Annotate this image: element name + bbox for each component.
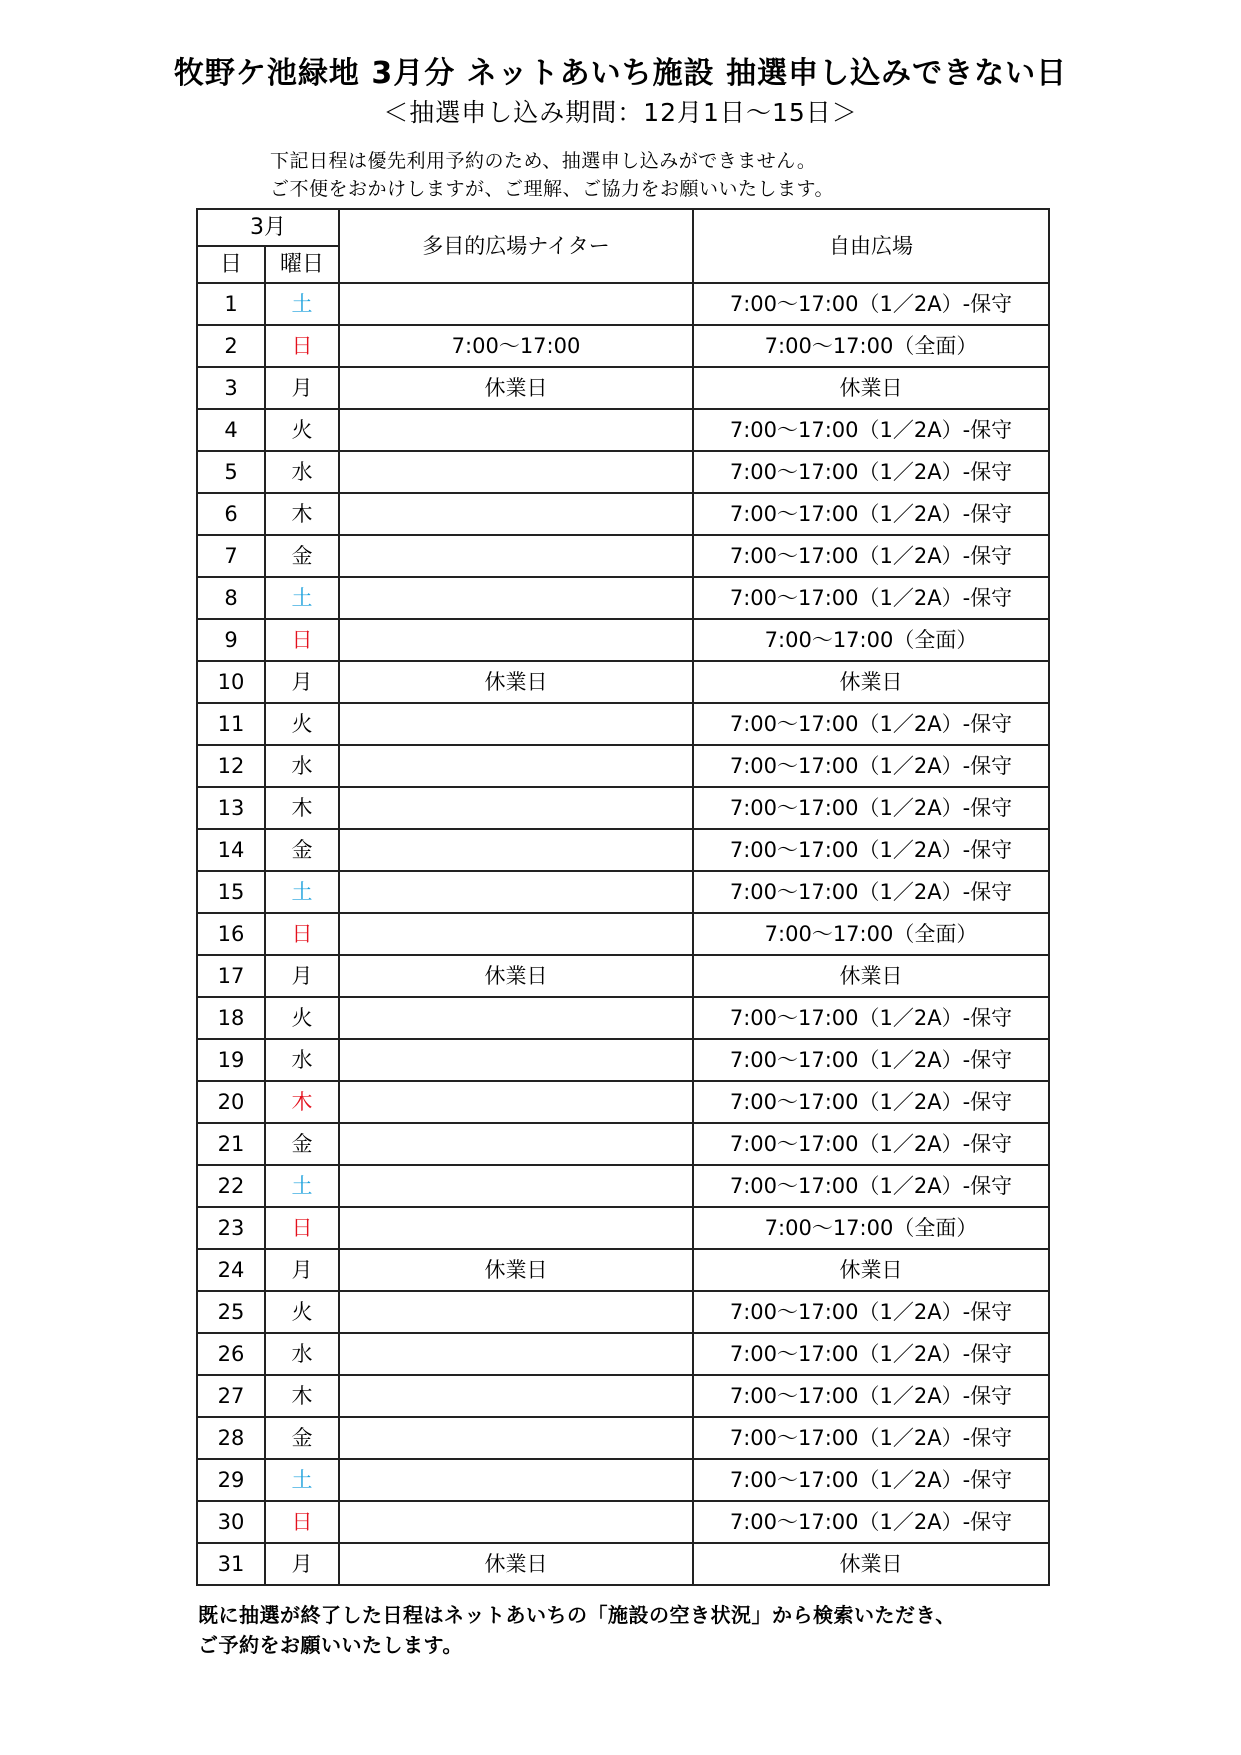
table-row bbox=[197, 1417, 1049, 1459]
footer-line: 既に抽選が終了した日程はネットあいちの「施設の空き状況」から検索いただき、 bbox=[198, 1603, 956, 1627]
day-cell: 12 bbox=[197, 745, 265, 787]
multipurpose-night-cell bbox=[339, 913, 693, 955]
free-plaza-cell: 7:00～17:00（1／2A）-保守 bbox=[693, 409, 1049, 451]
table-row bbox=[197, 1501, 1049, 1543]
table-row bbox=[197, 451, 1049, 493]
multipurpose-night-cell bbox=[339, 1333, 693, 1375]
free-plaza-cell: 7:00～17:00（全面） bbox=[693, 325, 1049, 367]
free-plaza-cell: 休業日 bbox=[693, 661, 1049, 703]
table-row bbox=[197, 871, 1049, 913]
weekday-cell: 日 bbox=[265, 1501, 339, 1543]
day-cell: 17 bbox=[197, 955, 265, 997]
weekday-cell: 火 bbox=[265, 703, 339, 745]
weekday-cell: 月 bbox=[265, 1249, 339, 1291]
day-cell: 23 bbox=[197, 1207, 265, 1249]
day-cell: 2 bbox=[197, 325, 265, 367]
table-row bbox=[197, 1291, 1049, 1333]
multipurpose-night-cell bbox=[339, 283, 693, 325]
multipurpose-night-cell: 休業日 bbox=[339, 1249, 693, 1291]
table-row bbox=[197, 1081, 1049, 1123]
table-row bbox=[197, 493, 1049, 535]
weekday-cell: 木 bbox=[265, 787, 339, 829]
multipurpose-night-cell: 7:00～17:00 bbox=[339, 325, 693, 367]
free-plaza-cell: 7:00～17:00（1／2A）-保守 bbox=[693, 745, 1049, 787]
day-cell: 5 bbox=[197, 451, 265, 493]
day-cell: 15 bbox=[197, 871, 265, 913]
table-row bbox=[197, 409, 1049, 451]
day-cell: 16 bbox=[197, 913, 265, 955]
footer-note bbox=[198, 1600, 956, 1660]
multipurpose-night-cell bbox=[339, 451, 693, 493]
day-cell: 6 bbox=[197, 493, 265, 535]
weekday-cell: 土 bbox=[265, 577, 339, 619]
table-row bbox=[197, 619, 1049, 661]
free-plaza-cell: 休業日 bbox=[693, 1543, 1049, 1585]
table-row bbox=[197, 325, 1049, 367]
day-cell: 7 bbox=[197, 535, 265, 577]
free-plaza-cell: 7:00～17:00（1／2A）-保守 bbox=[693, 871, 1049, 913]
notice-line: ご不便をおかけしますが、ご理解、ご協力をお願いいたします。 bbox=[270, 178, 834, 200]
multipurpose-night-cell bbox=[339, 1123, 693, 1165]
table-row bbox=[197, 1207, 1049, 1249]
multipurpose-night-cell bbox=[339, 535, 693, 577]
day-cell: 21 bbox=[197, 1123, 265, 1165]
table-row bbox=[197, 997, 1049, 1039]
day-cell: 19 bbox=[197, 1039, 265, 1081]
day-cell: 18 bbox=[197, 997, 265, 1039]
free-plaza-cell: 7:00～17:00（1／2A）-保守 bbox=[693, 493, 1049, 535]
free-plaza-cell: 7:00～17:00（全面） bbox=[693, 619, 1049, 661]
table-row bbox=[197, 787, 1049, 829]
day-cell: 26 bbox=[197, 1333, 265, 1375]
multipurpose-night-cell bbox=[339, 787, 693, 829]
multipurpose-night-cell bbox=[339, 1081, 693, 1123]
multipurpose-night-cell bbox=[339, 409, 693, 451]
footer-line: ご予約をお願いいたします。 bbox=[198, 1633, 463, 1657]
multipurpose-night-cell bbox=[339, 997, 693, 1039]
weekday-cell: 木 bbox=[265, 1375, 339, 1417]
table-row bbox=[197, 535, 1049, 577]
weekday-cell: 火 bbox=[265, 409, 339, 451]
weekday-cell: 水 bbox=[265, 1039, 339, 1081]
free-plaza-cell: 7:00～17:00（1／2A）-保守 bbox=[693, 1039, 1049, 1081]
day-cell: 31 bbox=[197, 1543, 265, 1585]
weekday-cell: 日 bbox=[265, 325, 339, 367]
table-row bbox=[197, 703, 1049, 745]
free-plaza-cell: 7:00～17:00（1／2A）-保守 bbox=[693, 1123, 1049, 1165]
weekday-cell: 月 bbox=[265, 955, 339, 997]
table-row bbox=[197, 1039, 1049, 1081]
table-row bbox=[197, 955, 1049, 997]
table-row bbox=[197, 1249, 1049, 1291]
notice-text bbox=[270, 147, 834, 203]
weekday-cell: 月 bbox=[265, 1543, 339, 1585]
free-plaza-cell: 7:00～17:00（全面） bbox=[693, 1207, 1049, 1249]
multipurpose-night-cell bbox=[339, 493, 693, 535]
page-title: 牧野ケ池緑地 3月分 ネットあいち施設 抽選申し込みできない日 bbox=[173, 56, 1068, 91]
multipurpose-night-cell bbox=[339, 829, 693, 871]
weekday-cell: 金 bbox=[265, 1123, 339, 1165]
day-cell: 8 bbox=[197, 577, 265, 619]
multipurpose-night-cell bbox=[339, 871, 693, 913]
table-row bbox=[197, 367, 1049, 409]
free-plaza-cell: 7:00～17:00（1／2A）-保守 bbox=[693, 1291, 1049, 1333]
weekday-cell: 木 bbox=[265, 1081, 339, 1123]
weekday-cell: 月 bbox=[265, 661, 339, 703]
day-cell: 3 bbox=[197, 367, 265, 409]
weekday-cell: 火 bbox=[265, 1291, 339, 1333]
multipurpose-night-cell bbox=[339, 1501, 693, 1543]
day-cell: 30 bbox=[197, 1501, 265, 1543]
day-cell: 28 bbox=[197, 1417, 265, 1459]
day-cell: 1 bbox=[197, 283, 265, 325]
free-plaza-cell: 7:00～17:00（全面） bbox=[693, 913, 1049, 955]
weekday-cell: 水 bbox=[265, 451, 339, 493]
table-row bbox=[197, 1375, 1049, 1417]
weekday-cell: 日 bbox=[265, 1207, 339, 1249]
free-plaza-cell: 7:00～17:00（1／2A）-保守 bbox=[693, 1333, 1049, 1375]
day-cell: 29 bbox=[197, 1459, 265, 1501]
col-header-free-plaza: 自由広場 bbox=[693, 209, 1049, 283]
free-plaza-cell: 7:00～17:00（1／2A）-保守 bbox=[693, 535, 1049, 577]
free-plaza-cell: 7:00～17:00（1／2A）-保守 bbox=[693, 829, 1049, 871]
free-plaza-cell: 7:00～17:00（1／2A）-保守 bbox=[693, 703, 1049, 745]
multipurpose-night-cell bbox=[339, 1207, 693, 1249]
table-row bbox=[197, 913, 1049, 955]
weekday-cell: 金 bbox=[265, 829, 339, 871]
multipurpose-night-cell: 休業日 bbox=[339, 661, 693, 703]
weekday-cell: 土 bbox=[265, 1165, 339, 1207]
free-plaza-cell: 7:00～17:00（1／2A）-保守 bbox=[693, 787, 1049, 829]
day-cell: 10 bbox=[197, 661, 265, 703]
table-row bbox=[197, 829, 1049, 871]
day-cell: 11 bbox=[197, 703, 265, 745]
free-plaza-cell: 7:00～17:00（1／2A）-保守 bbox=[693, 283, 1049, 325]
day-cell: 27 bbox=[197, 1375, 265, 1417]
day-cell: 24 bbox=[197, 1249, 265, 1291]
table-row bbox=[197, 1543, 1049, 1585]
free-plaza-cell: 休業日 bbox=[693, 955, 1049, 997]
free-plaza-cell: 7:00～17:00（1／2A）-保守 bbox=[693, 1501, 1049, 1543]
schedule-body bbox=[197, 283, 1049, 1585]
table-row bbox=[197, 745, 1049, 787]
weekday-cell: 木 bbox=[265, 493, 339, 535]
multipurpose-night-cell bbox=[339, 1459, 693, 1501]
weekday-cell: 日 bbox=[265, 619, 339, 661]
table-row bbox=[197, 1333, 1049, 1375]
day-cell: 9 bbox=[197, 619, 265, 661]
notice-line: 下記日程は優先利用予約のため、抽選申し込みができません。 bbox=[270, 150, 817, 172]
free-plaza-cell: 休業日 bbox=[693, 1249, 1049, 1291]
multipurpose-night-cell: 休業日 bbox=[339, 367, 693, 409]
weekday-cell: 火 bbox=[265, 997, 339, 1039]
multipurpose-night-cell bbox=[339, 1417, 693, 1459]
application-period: ＜抽選申し込み期間：12月1日～15日＞ bbox=[383, 98, 858, 127]
weekday-cell: 日 bbox=[265, 913, 339, 955]
weekday-cell: 土 bbox=[265, 1459, 339, 1501]
weekday-cell: 土 bbox=[265, 871, 339, 913]
multipurpose-night-cell: 休業日 bbox=[339, 1543, 693, 1585]
weekday-cell: 土 bbox=[265, 283, 339, 325]
schedule-table bbox=[196, 208, 1050, 1586]
multipurpose-night-cell: 休業日 bbox=[339, 955, 693, 997]
day-cell: 25 bbox=[197, 1291, 265, 1333]
table-header-row bbox=[197, 209, 1049, 246]
free-plaza-cell: 7:00～17:00（1／2A）-保守 bbox=[693, 1417, 1049, 1459]
free-plaza-cell: 7:00～17:00（1／2A）-保守 bbox=[693, 1459, 1049, 1501]
weekday-cell: 水 bbox=[265, 1333, 339, 1375]
day-cell: 22 bbox=[197, 1165, 265, 1207]
free-plaza-cell: 7:00～17:00（1／2A）-保守 bbox=[693, 1081, 1049, 1123]
multipurpose-night-cell bbox=[339, 1165, 693, 1207]
free-plaza-cell: 7:00～17:00（1／2A）-保守 bbox=[693, 1375, 1049, 1417]
weekday-cell: 水 bbox=[265, 745, 339, 787]
month-label: 3月 bbox=[197, 209, 339, 246]
day-cell: 20 bbox=[197, 1081, 265, 1123]
weekday-cell: 金 bbox=[265, 1417, 339, 1459]
table-row bbox=[197, 577, 1049, 619]
table-row bbox=[197, 1165, 1049, 1207]
col-header-day: 日 bbox=[197, 246, 265, 283]
free-plaza-cell: 7:00～17:00（1／2A）-保守 bbox=[693, 451, 1049, 493]
multipurpose-night-cell bbox=[339, 1039, 693, 1081]
free-plaza-cell: 7:00～17:00（1／2A）-保守 bbox=[693, 1165, 1049, 1207]
multipurpose-night-cell bbox=[339, 703, 693, 745]
table-row bbox=[197, 283, 1049, 325]
table-row bbox=[197, 1123, 1049, 1165]
multipurpose-night-cell bbox=[339, 745, 693, 787]
table-row bbox=[197, 1459, 1049, 1501]
day-cell: 13 bbox=[197, 787, 265, 829]
col-header-weekday: 曜日 bbox=[265, 246, 339, 283]
multipurpose-night-cell bbox=[339, 1291, 693, 1333]
table-row bbox=[197, 661, 1049, 703]
day-cell: 4 bbox=[197, 409, 265, 451]
multipurpose-night-cell bbox=[339, 1375, 693, 1417]
day-cell: 14 bbox=[197, 829, 265, 871]
multipurpose-night-cell bbox=[339, 577, 693, 619]
col-header-multipurpose-night: 多目的広場ナイター bbox=[339, 209, 693, 283]
multipurpose-night-cell bbox=[339, 619, 693, 661]
free-plaza-cell: 7:00～17:00（1／2A）-保守 bbox=[693, 997, 1049, 1039]
free-plaza-cell: 休業日 bbox=[693, 367, 1049, 409]
free-plaza-cell: 7:00～17:00（1／2A）-保守 bbox=[693, 577, 1049, 619]
weekday-cell: 金 bbox=[265, 535, 339, 577]
weekday-cell: 月 bbox=[265, 367, 339, 409]
